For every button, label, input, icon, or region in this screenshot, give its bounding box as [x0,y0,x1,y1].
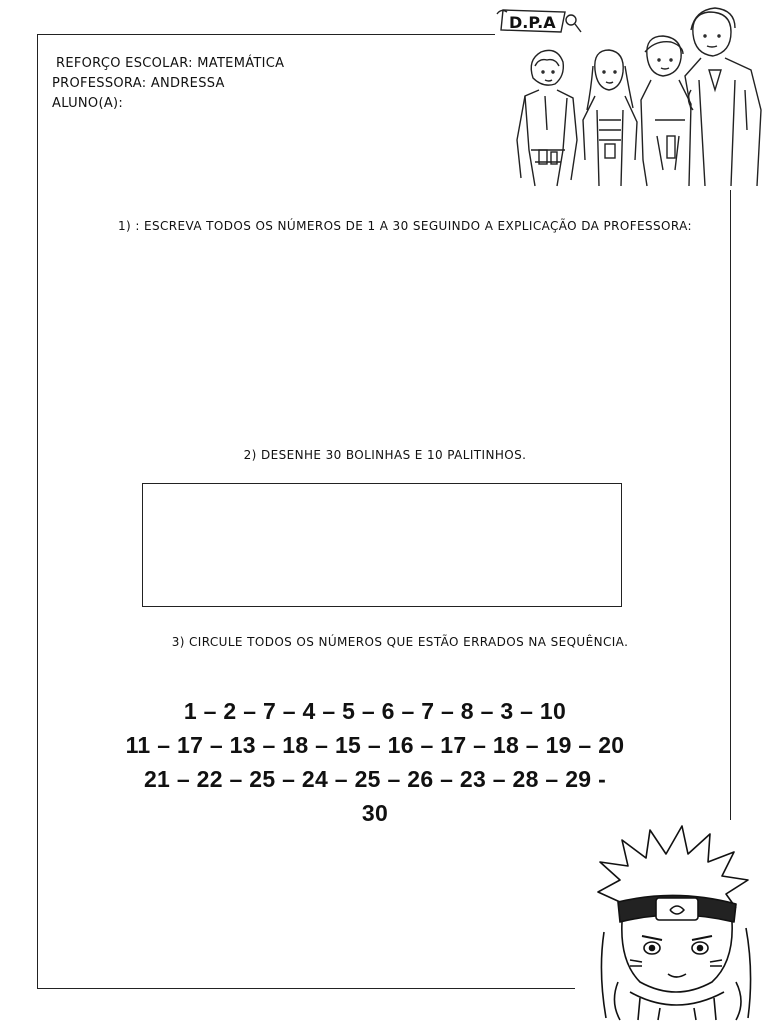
drawing-answer-box[interactable] [142,483,622,607]
sequence-line-4[interactable]: 30 [361,800,389,826]
sequence-line-1[interactable]: 1 – 2 – 7 – 4 – 5 – 6 – 7 – 8 – 3 – 10 [183,698,567,724]
worksheet-header [52,54,284,114]
student-line: ALUNO(A): [52,96,124,111]
sequence-line-2[interactable]: 11 – 17 – 13 – 18 – 15 – 16 – 17 – 18 – 19 – 20 [125,732,625,758]
headband-plate [656,898,698,920]
question-1: 1) : ESCREVA TODOS OS NÚMEROS DE 1 A 30 SEGUINDO A EXPLICAÇÃO DA PROFESSORA: [118,219,692,233]
subject-line: REFORÇO ESCOLAR: MATEMÁTICA [56,56,285,71]
teacher-line: PROFESSORA: ANDRESSA [52,76,225,91]
person-2 [583,50,637,186]
svg-text:D.P.A: D.P.A [509,13,556,32]
face [622,922,732,992]
ninja-character-illustration [590,822,760,1022]
dpa-group-illustration [495,0,768,190]
person-3 [641,36,691,186]
person-1 [517,50,577,186]
sequence-line-3[interactable]: 21 – 22 – 25 – 24 – 25 – 26 – 23 – 28 – 29 - [143,766,607,792]
number-sequence [80,694,670,830]
dpa-logo [497,10,581,32]
person-4 [685,8,761,186]
jacket-collar [614,982,741,1020]
question-3: 3) CIRCULE TODOS OS NÚMEROS QUE ESTÃO ERRADOS NA SEQUÊNCIA. [171,635,629,649]
question-2: 2) DESENHE 30 BOLINHAS E 10 PALITINHOS. [243,448,527,462]
